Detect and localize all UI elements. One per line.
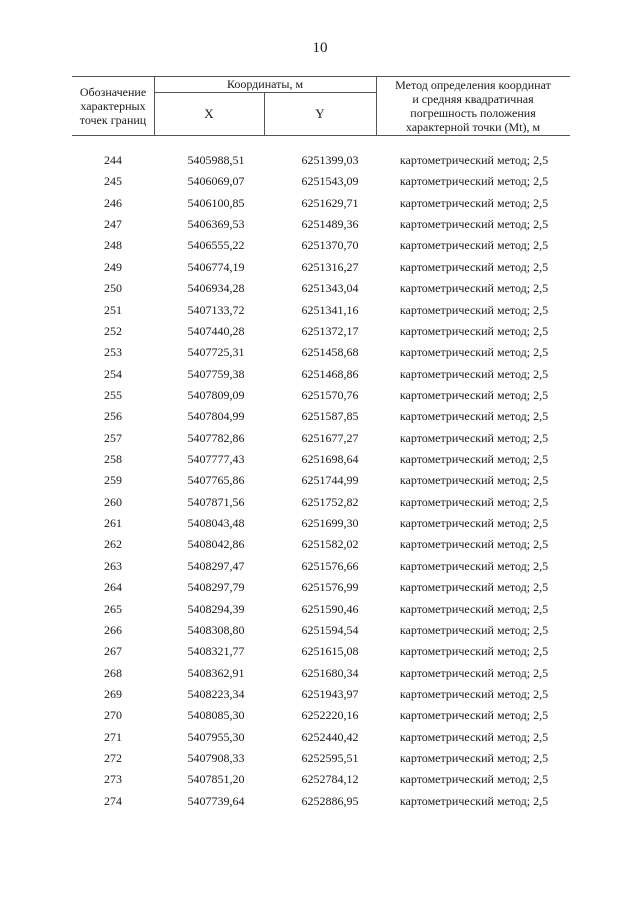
x-coordinate: 5408294,39 [187,601,245,616]
x-coordinate: 5406069,07 [187,174,245,189]
y-coordinate: 6252440,42 [301,729,359,744]
y-coordinate: 6251316,27 [301,259,359,274]
point-number: 270 [104,708,122,723]
table-row [72,428,570,449]
point-number: 262 [104,537,122,552]
y-coordinate: 6251489,36 [301,217,359,232]
x-coordinate: 5407765,86 [187,473,245,488]
x-coordinate: 5408308,80 [187,622,245,637]
point-number: 247 [104,217,122,232]
point-number: 267 [104,644,122,659]
table-row [72,150,570,171]
table-row [72,620,570,641]
table-row [72,577,570,598]
method-value: картометрический метод; 2,5 [399,537,549,552]
x-coordinate: 5407851,20 [187,772,245,787]
point-number: 249 [104,259,122,274]
table-row [72,214,570,235]
method-value: картометрический метод; 2,5 [399,665,549,680]
table-row [72,235,570,256]
y-coordinate: 6251677,27 [301,430,359,445]
x-coordinate: 5405988,51 [187,153,245,167]
table-row [72,513,570,534]
y-coordinate: 6252784,12 [301,772,359,787]
y-coordinate: 6251458,68 [301,345,359,360]
y-coordinate: 6252220,16 [301,708,359,723]
y-coordinate: 6252886,95 [301,793,359,808]
y-coordinate: 6251370,70 [301,238,359,253]
y-coordinate: 6251615,08 [301,644,359,659]
method-value: картометрический метод; 2,5 [399,772,549,787]
x-coordinate: 5407739,64 [187,793,245,808]
table-row [72,769,570,790]
method-label-line-3: погрешность положения [410,106,536,120]
table-row [72,663,570,684]
method-value: картометрический метод; 2,5 [399,494,549,509]
point-number: 255 [104,387,122,402]
header-bottom-rule [72,135,570,136]
x-coordinate: 5408085,30 [187,708,245,723]
y-coordinate: 6251629,71 [301,195,359,210]
table-row [72,599,570,620]
method-value: картометрический метод; 2,5 [399,302,549,317]
method-value: картометрический метод; 2,5 [399,473,549,488]
table-row [72,470,570,491]
table-row [72,406,570,427]
point-number: 269 [104,686,122,701]
point-number: 244 [104,153,122,167]
points-column-header [72,85,154,127]
point-number: 274 [104,793,122,808]
x-coordinate: 5407908,33 [187,751,245,766]
method-value: картометрический метод; 2,5 [399,153,549,167]
method-value: картометрический метод; 2,5 [399,644,549,659]
method-value: картометрический метод; 2,5 [399,430,549,445]
method-value: картометрический метод; 2,5 [399,259,549,274]
point-number: 264 [104,580,122,595]
table-row [72,727,570,748]
y-coordinate: 6251570,76 [301,387,359,402]
x-coordinate: 5407725,31 [187,345,245,360]
x-coordinate: 5408043,48 [187,516,245,531]
point-number: 248 [104,238,122,253]
table-row [72,791,570,812]
table-row [72,556,570,577]
table-row [72,705,570,726]
table-row [72,641,570,662]
x-coordinate: 5408362,91 [187,665,245,680]
method-value: картометрический метод; 2,5 [399,323,549,338]
x-column-header: X [204,106,214,121]
point-number: 257 [104,430,122,445]
y-coordinate: 6251372,17 [301,323,359,338]
table-row [72,300,570,321]
point-number: 246 [104,195,122,210]
table-row [72,171,570,192]
point-number: 251 [104,302,122,317]
method-value: картометрический метод; 2,5 [399,281,549,296]
point-number: 245 [104,174,122,189]
x-coordinate: 5407133,72 [187,302,245,317]
method-value: картометрический метод; 2,5 [399,387,549,402]
table-row [72,684,570,705]
y-coordinate: 6251590,46 [301,601,359,616]
y-coordinate: 6251699,30 [301,516,359,531]
point-number: 271 [104,729,122,744]
method-value: картометрический метод; 2,5 [399,238,549,253]
y-coordinate: 6251576,99 [301,580,359,595]
table-row [72,193,570,214]
point-number: 254 [104,366,122,381]
y-coordinate: 6251399,03 [301,153,359,167]
point-number: 266 [104,622,122,637]
method-value: картометрический метод; 2,5 [399,686,549,701]
point-number: 263 [104,558,122,573]
point-number: 258 [104,452,122,467]
y-coordinate: 6251744,99 [301,473,359,488]
y-coordinate: 6251680,34 [301,665,359,680]
method-label-line-1: Метод определения координат [395,78,551,92]
table-row [72,257,570,278]
table-row [72,748,570,769]
method-value: картометрический метод; 2,5 [399,516,549,531]
page-number: 10 [312,40,328,56]
method-value: картометрический метод; 2,5 [399,366,549,381]
x-coordinate: 5407804,99 [187,409,245,424]
y-coordinate: 6251468,86 [301,366,359,381]
method-value: картометрический метод; 2,5 [399,580,549,595]
method-label-line-4: характерной точки (Mt), м [405,120,541,134]
y-coordinate: 6251343,04 [301,281,359,296]
x-coordinate: 5407777,43 [187,452,245,467]
method-value: картометрический метод; 2,5 [399,558,549,573]
point-number: 260 [104,494,122,509]
method-value: картометрический метод; 2,5 [399,751,549,766]
x-coordinate: 5406934,28 [187,281,245,296]
method-value: картометрический метод; 2,5 [399,174,549,189]
method-value: картометрический метод; 2,5 [399,708,549,723]
point-number: 259 [104,473,122,488]
table-row [72,385,570,406]
x-coordinate: 5408297,79 [187,580,245,595]
coords-column-header: Координаты, м [226,77,304,91]
point-number: 252 [104,323,122,338]
x-coordinate: 5406555,22 [187,238,245,253]
table-row [72,449,570,470]
header-coords-rule [154,92,376,93]
table-row [72,321,570,342]
x-coordinate: 5407955,30 [187,729,245,744]
table-row [72,534,570,555]
x-coordinate: 5407440,28 [187,323,245,338]
x-coordinate: 5408042,86 [187,537,245,552]
table-header [72,76,570,136]
point-number: 253 [104,345,122,360]
method-value: картометрический метод; 2,5 [399,345,549,360]
y-coordinate: 6251576,66 [301,558,359,573]
method-value: картометрический метод; 2,5 [399,622,549,637]
method-value: картометрический метод; 2,5 [399,217,549,232]
points-label-line-1: Обозначение [79,85,147,99]
y-coordinate: 6251587,85 [301,409,359,424]
points-label-line-3: точек границ [79,113,147,127]
point-number: 265 [104,601,122,616]
y-coordinate: 6251752,82 [301,494,359,509]
point-number: 273 [104,772,122,787]
method-value: картометрический метод; 2,5 [399,601,549,616]
y-coordinate: 6251943,97 [301,686,359,701]
x-coordinate: 5408297,47 [187,558,245,573]
point-number: 268 [104,665,122,680]
table-row [72,364,570,385]
point-number: 250 [104,281,122,296]
x-coordinate: 5407871,56 [187,494,245,509]
y-coordinate: 6251341,16 [301,302,359,317]
method-column-header [376,78,570,134]
point-number: 256 [104,409,122,424]
method-value: картометрический метод; 2,5 [399,195,549,210]
point-number: 272 [104,751,122,766]
x-coordinate: 5408321,77 [187,644,245,659]
method-value: картометрический метод; 2,5 [399,793,549,808]
x-coordinate: 5407782,86 [187,430,245,445]
y-coordinate: 6251594,54 [301,622,359,637]
point-number: 261 [104,516,122,531]
table-row [72,342,570,363]
x-coordinate: 5407759,38 [187,366,245,381]
y-coordinate: 6252595,51 [301,751,359,766]
y-column-header: Y [315,106,325,121]
x-coordinate: 5407809,09 [187,387,245,402]
x-coordinate: 5406774,19 [187,259,245,274]
method-value: картометрический метод; 2,5 [399,409,549,424]
x-coordinate: 5406369,53 [187,217,245,232]
table-row [72,278,570,299]
method-label-line-2: и средняя квадратичная [412,92,534,106]
x-coordinate: 5406100,85 [187,195,245,210]
points-label-line-2: характерных [80,99,146,113]
y-coordinate: 6251698,64 [301,452,359,467]
y-coordinate: 6251543,09 [301,174,359,189]
x-coordinate: 5408223,34 [187,686,245,701]
table-row [72,492,570,513]
method-value: картометрический метод; 2,5 [399,452,549,467]
y-coordinate: 6251582,02 [301,537,359,552]
method-value: картометрический метод; 2,5 [399,729,549,744]
coordinates-table-body [72,150,570,812]
